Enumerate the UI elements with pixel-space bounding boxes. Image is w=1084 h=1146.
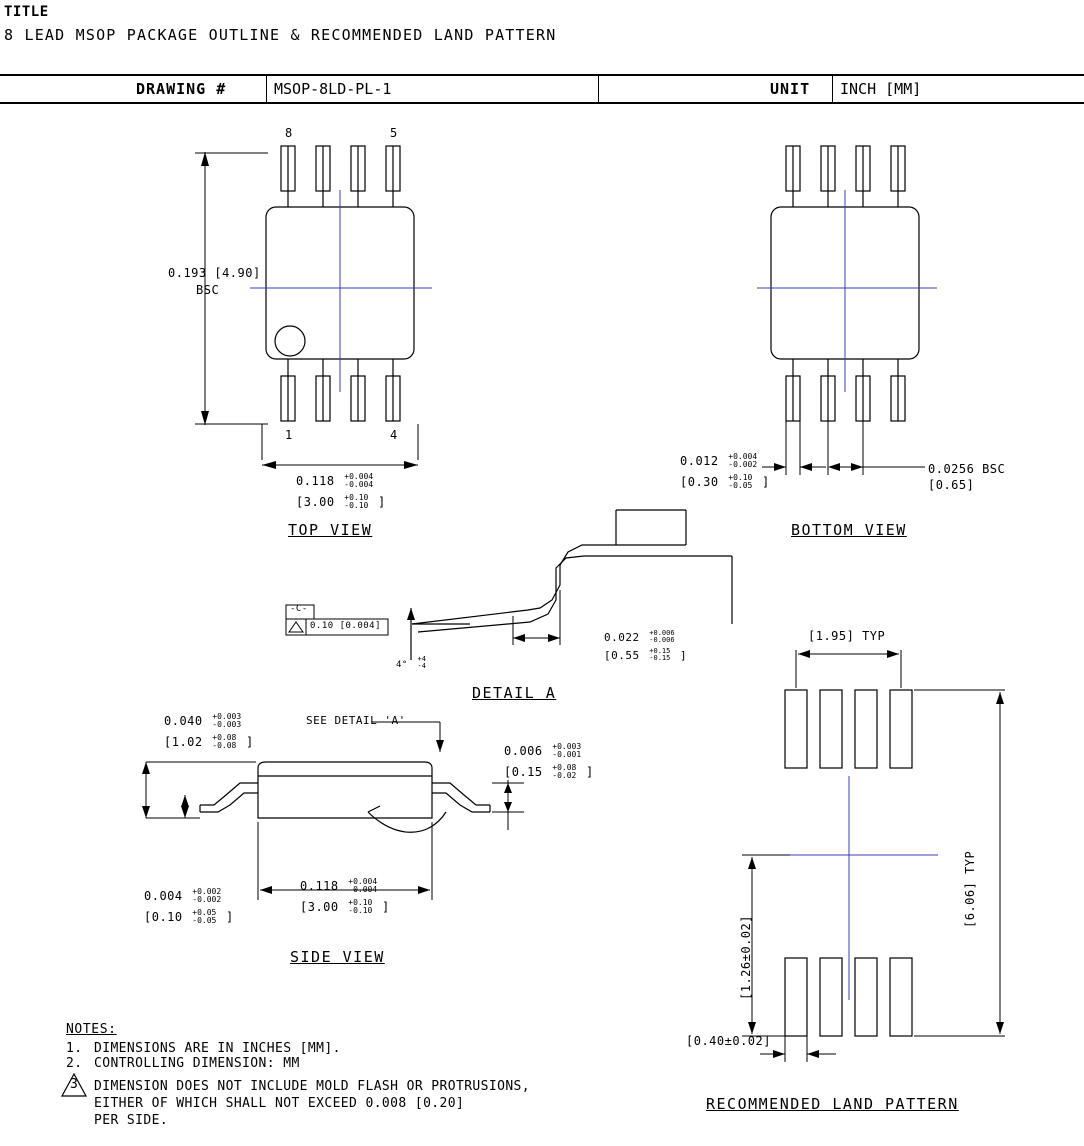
top-view-pin-1-label: 1 (285, 428, 293, 442)
top-view-height-dim: 0.193 [4.90] (168, 266, 261, 280)
see-detail-a-label: SEE DETAIL 'A' (306, 714, 406, 727)
note-text-1: DIMENSIONS ARE IN INCHES [MM]. (94, 1041, 341, 1056)
detail-a-title: DETAIL A (472, 684, 557, 702)
side-view-standoff-inch: 0.004 +0.002 -0.002 (144, 886, 222, 904)
bottom-view-pitch-mm: [0.65] (928, 478, 975, 492)
bottom-view-lead-width-inch: 0.012 +0.004 -0.002 (680, 451, 758, 469)
side-view-body-inch: 0.118 +0.004 -0.004 (300, 876, 378, 894)
top-view-title: TOP VIEW (288, 521, 373, 539)
bottom-view-lead-width-mm: [0.30 +0.10 -0.05 ] (680, 472, 770, 490)
unit-value: INCH [MM] (840, 80, 922, 98)
land-pitch-dim: [1.95] TYP (808, 629, 886, 643)
note-text-3: DIMENSION DOES NOT INCLUDE MOLD FLASH OR PROTRUSIONS, (94, 1079, 531, 1094)
detail-a-foot-inch: 0.022 +0.006 -0.006 (604, 628, 675, 644)
top-view-width-inch: 0.118 +0.004 -0.004 (296, 471, 374, 489)
datum-c-label: -C- (290, 604, 308, 614)
note-text-2: CONTROLLING DIMENSION: MM (94, 1056, 300, 1071)
top-view-pin-4-label: 4 (390, 428, 398, 442)
note-number-1: 1. (66, 1041, 83, 1056)
note-number-2: 2. (66, 1056, 83, 1071)
top-view-width-mm: [3.00 +0.10 -0.10 ] (296, 492, 386, 510)
unit-label: UNIT (770, 80, 811, 98)
side-view-body-mm: [3.00 +0.10 -0.10 ] (300, 897, 390, 915)
top-view-pin-5-label: 5 (390, 126, 398, 140)
side-view-title: SIDE VIEW (290, 948, 385, 966)
detail-a-foot-mm: [0.55 +0.15 -0.15 ] (604, 646, 688, 662)
side-view-height-inch: 0.040 +0.003 -0.003 (164, 711, 242, 729)
land-overall-dim: [6.06] TYP (963, 850, 977, 928)
side-view-standoff-mm: [0.10 +0.05 -0.05 ] (144, 907, 234, 925)
drawing-number-label: DRAWING # (136, 80, 227, 98)
top-view-height-bsc: BSC (196, 283, 220, 297)
note-text-3c: PER SIDE. (94, 1113, 169, 1128)
lead-angle-dim: 4° +4 -4 (396, 654, 426, 670)
page-title: 8 LEAD MSOP PACKAGE OUTLINE & RECOMMENDED LAND PATTERN (4, 26, 557, 44)
note-text-3b: EITHER OF WHICH SHALL NOT EXCEED 0.008 [0.20] (94, 1096, 465, 1111)
flatness-value: 0.10 [0.004] (310, 621, 382, 631)
side-view-height-mm: [1.02 +0.08 -0.08 ] (164, 732, 254, 750)
land-pad-width-dim: [0.40±0.02] (686, 1034, 771, 1048)
bottom-view-title: BOTTOM VIEW (791, 521, 907, 539)
bottom-view-pitch-inch: 0.0256 BSC (928, 462, 1006, 476)
title-label: TITLE (4, 4, 49, 20)
land-pad-length-dim: [1.26±0.02] (739, 915, 753, 1000)
top-view-pin-8-label: 8 (285, 126, 293, 140)
side-view-thickness-mm: [0.15 +0.08 -0.02 ] (504, 762, 594, 780)
notes-title: NOTES: (66, 1022, 117, 1037)
side-view-thickness-inch: 0.006 +0.003 -0.001 (504, 741, 582, 759)
note-number-3: 3 (70, 1077, 79, 1092)
land-pattern-title: RECOMMENDED LAND PATTERN (706, 1095, 959, 1113)
drawing-number-value: MSOP-8LD-PL-1 (274, 80, 392, 98)
